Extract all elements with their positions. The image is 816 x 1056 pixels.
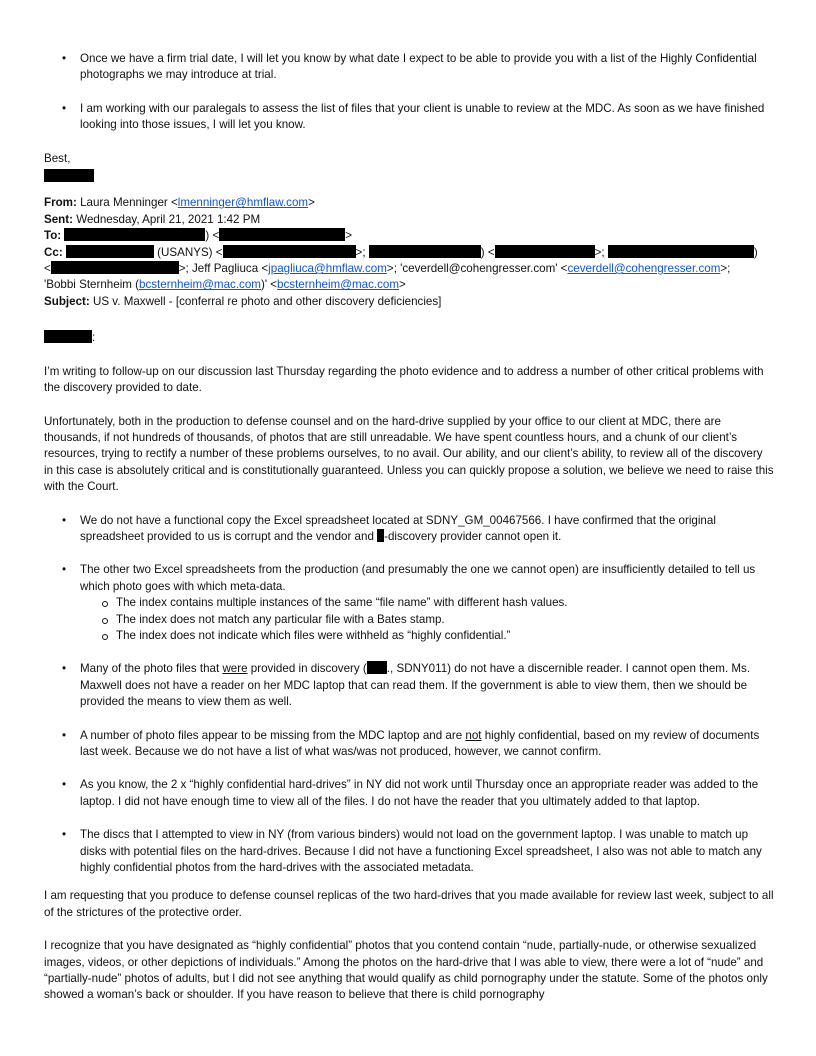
sub-list	[80, 595, 774, 644]
redaction-block	[608, 245, 754, 258]
cc-line-2: < >; Jeff Pagliuca <jpagliuca@hmflaw.com>; 'ceverdell@cohengresser.com' <ceverdell@cohengresser.com>;	[44, 262, 731, 276]
paragraph: I recognize that you have designated as “highly confidential” photos that you contend contain “nude, partially-nude, or otherwise sexualized images, videos, or other depictions of individuals.” Among the photos on the hard-drive that I was able to view, there were a lot of “nude” and “partially-nude” photos of adults, but I did not see anything that would qualify as child pornography under the statute. Some of the photos only showed a woman’s back or shoulder. If you have reason to believe that there is child pornography	[44, 939, 768, 1002]
redaction-block	[51, 261, 179, 274]
signoff: Best,	[44, 151, 71, 165]
ceverdell-email-link[interactable]: ceverdell@cohengresser.com	[567, 262, 721, 276]
redaction-block	[66, 245, 154, 258]
to-line: To: ) < >	[44, 229, 353, 243]
sent-line: Sent: Wednesday, April 21, 2021 1:42 PM	[44, 212, 261, 226]
signature-redaction	[44, 169, 774, 185]
list-item: • A number of photo files appear to be missing from the MDC laptop and are not highly confidential, based on my review of documents last week. Because we do not have a list of what was/was not produced, however, we cannot confirm.	[44, 728, 774, 761]
bobbi-email-link-2[interactable]: bcsternheim@mac.com	[277, 278, 399, 292]
list-item: • Many of the photo files that were provided in discovery ( ., SDNY011) do not have a discernible reader. I cannot open them. Ms. Maxwell does not have a reader on her MDC laptop that can read them. If the government is able to view them, then we should be provided the means to view them as well.	[44, 661, 774, 710]
list-item: • I am working with our paralegals to assess the list of files that your client is unable to review at the MDC. As soon as we have finished looking into those issues, I will let you know.	[44, 101, 774, 134]
cc-line: Cc: (USANYS) < >; ) < >; )	[44, 245, 758, 259]
cc-line-3: 'Bobbi Sternheim (bcsternheim@mac.com)' <bcsternheim@mac.com>	[44, 278, 406, 292]
sub-list-item: The index does not indicate which files were withheld as “highly confidential.”	[80, 628, 774, 644]
list-item: • Once we have a firm trial date, I will let you know by what date I expect to be able to provide you with a list of the Highly Confidential photographs we may introduce at trial.	[44, 51, 774, 84]
sub-list-item: The index contains multiple instances of the same “file name” with different hash values.	[80, 595, 774, 611]
sub-list-item: The index does not match any particular file with a Bates stamp.	[80, 612, 774, 628]
list-item: • The discs that I attempted to view in NY (from various binders) would not load on the government laptop. I was unable to match up disks with potential files on the hard-drives. Because I did not have a functioning Excel spreadsheet, I also was not able to match any highly confidential photos from the hard-drives with the associated metadata.	[44, 827, 774, 876]
redaction-block	[44, 330, 92, 343]
subject-line: Subject: US v. Maxwell - [conferral re photo and other discovery deficiencies]	[44, 294, 442, 308]
forwarded-header	[44, 195, 774, 310]
redaction-block	[64, 228, 205, 241]
from-line: From: Laura Menninger <lmenninger@hmflaw.com>	[44, 196, 315, 210]
list-item: • The other two Excel spreadsheets from the production (and presumably the one we cannot open) are insufficiently detailed to tell us which photo goes with which meta-data. The index contains multiple instances of the same “file name” with different hash values. The index does not match any particular file with a Bates stamp. The index does not indicate which files were withheld as “highly confidential.”	[44, 562, 774, 644]
salutation: :	[44, 330, 774, 346]
paragraph: I am requesting that you produce to defense counsel replicas of the two hard-drives that you made available for review last week, subject to all of the strictures of the protective order.	[44, 889, 774, 919]
list-item: • We do not have a functional copy the Excel spreadsheet located at SDNY_GM_00467566. I have confirmed that the original spreadsheet provided to us is corrupt and the vendor and -discovery provider cannot open it.	[44, 513, 774, 546]
list-item: • As you know, the 2 x “highly confidential hard-drives” in NY did not work until Thursday once an appropriate reader was added to the laptop. I did not have enough time to view all of the files. I do not have the reader that you ultimately added to that laptop.	[44, 777, 774, 810]
top-bullet-list	[44, 51, 774, 134]
redaction-block	[223, 245, 356, 258]
from-email-link[interactable]: lmenninger@hmflaw.com	[177, 196, 309, 210]
redaction-block	[44, 169, 94, 182]
paragraph: Unfortunately, both in the production to defense counsel and on the hard-drive supplied by your office to our client at MDC, there are thousands, if not hundreds of thousands, of photos that are still unreadable. We have spent countless hours, and a chunk of our client’s resources, trying to rectify a number of these problems ourselves, to no avail. Our ability, and our client’s ability, to review all of the discovery in this case is absolutely critical and is constitutionally guaranteed. Unless you can quickly propose a solution, we believe we need to raise this with the Court.	[44, 414, 774, 494]
redaction-block	[219, 228, 345, 241]
paragraph: I’m writing to follow-up on our discussion last Thursday regarding the photo evidence and to address a number of other critical problems with the discovery provided to date.	[44, 364, 764, 395]
redaction-block	[369, 245, 481, 258]
jeff-email-link[interactable]: jpagliuca@hmflaw.com	[268, 262, 387, 276]
redaction-block	[367, 661, 387, 674]
bobbi-email-link[interactable]: bcsternheim@mac.com	[139, 278, 261, 292]
email-page	[44, 51, 774, 1021]
deficiency-list	[44, 513, 774, 877]
redaction-block	[495, 245, 595, 258]
